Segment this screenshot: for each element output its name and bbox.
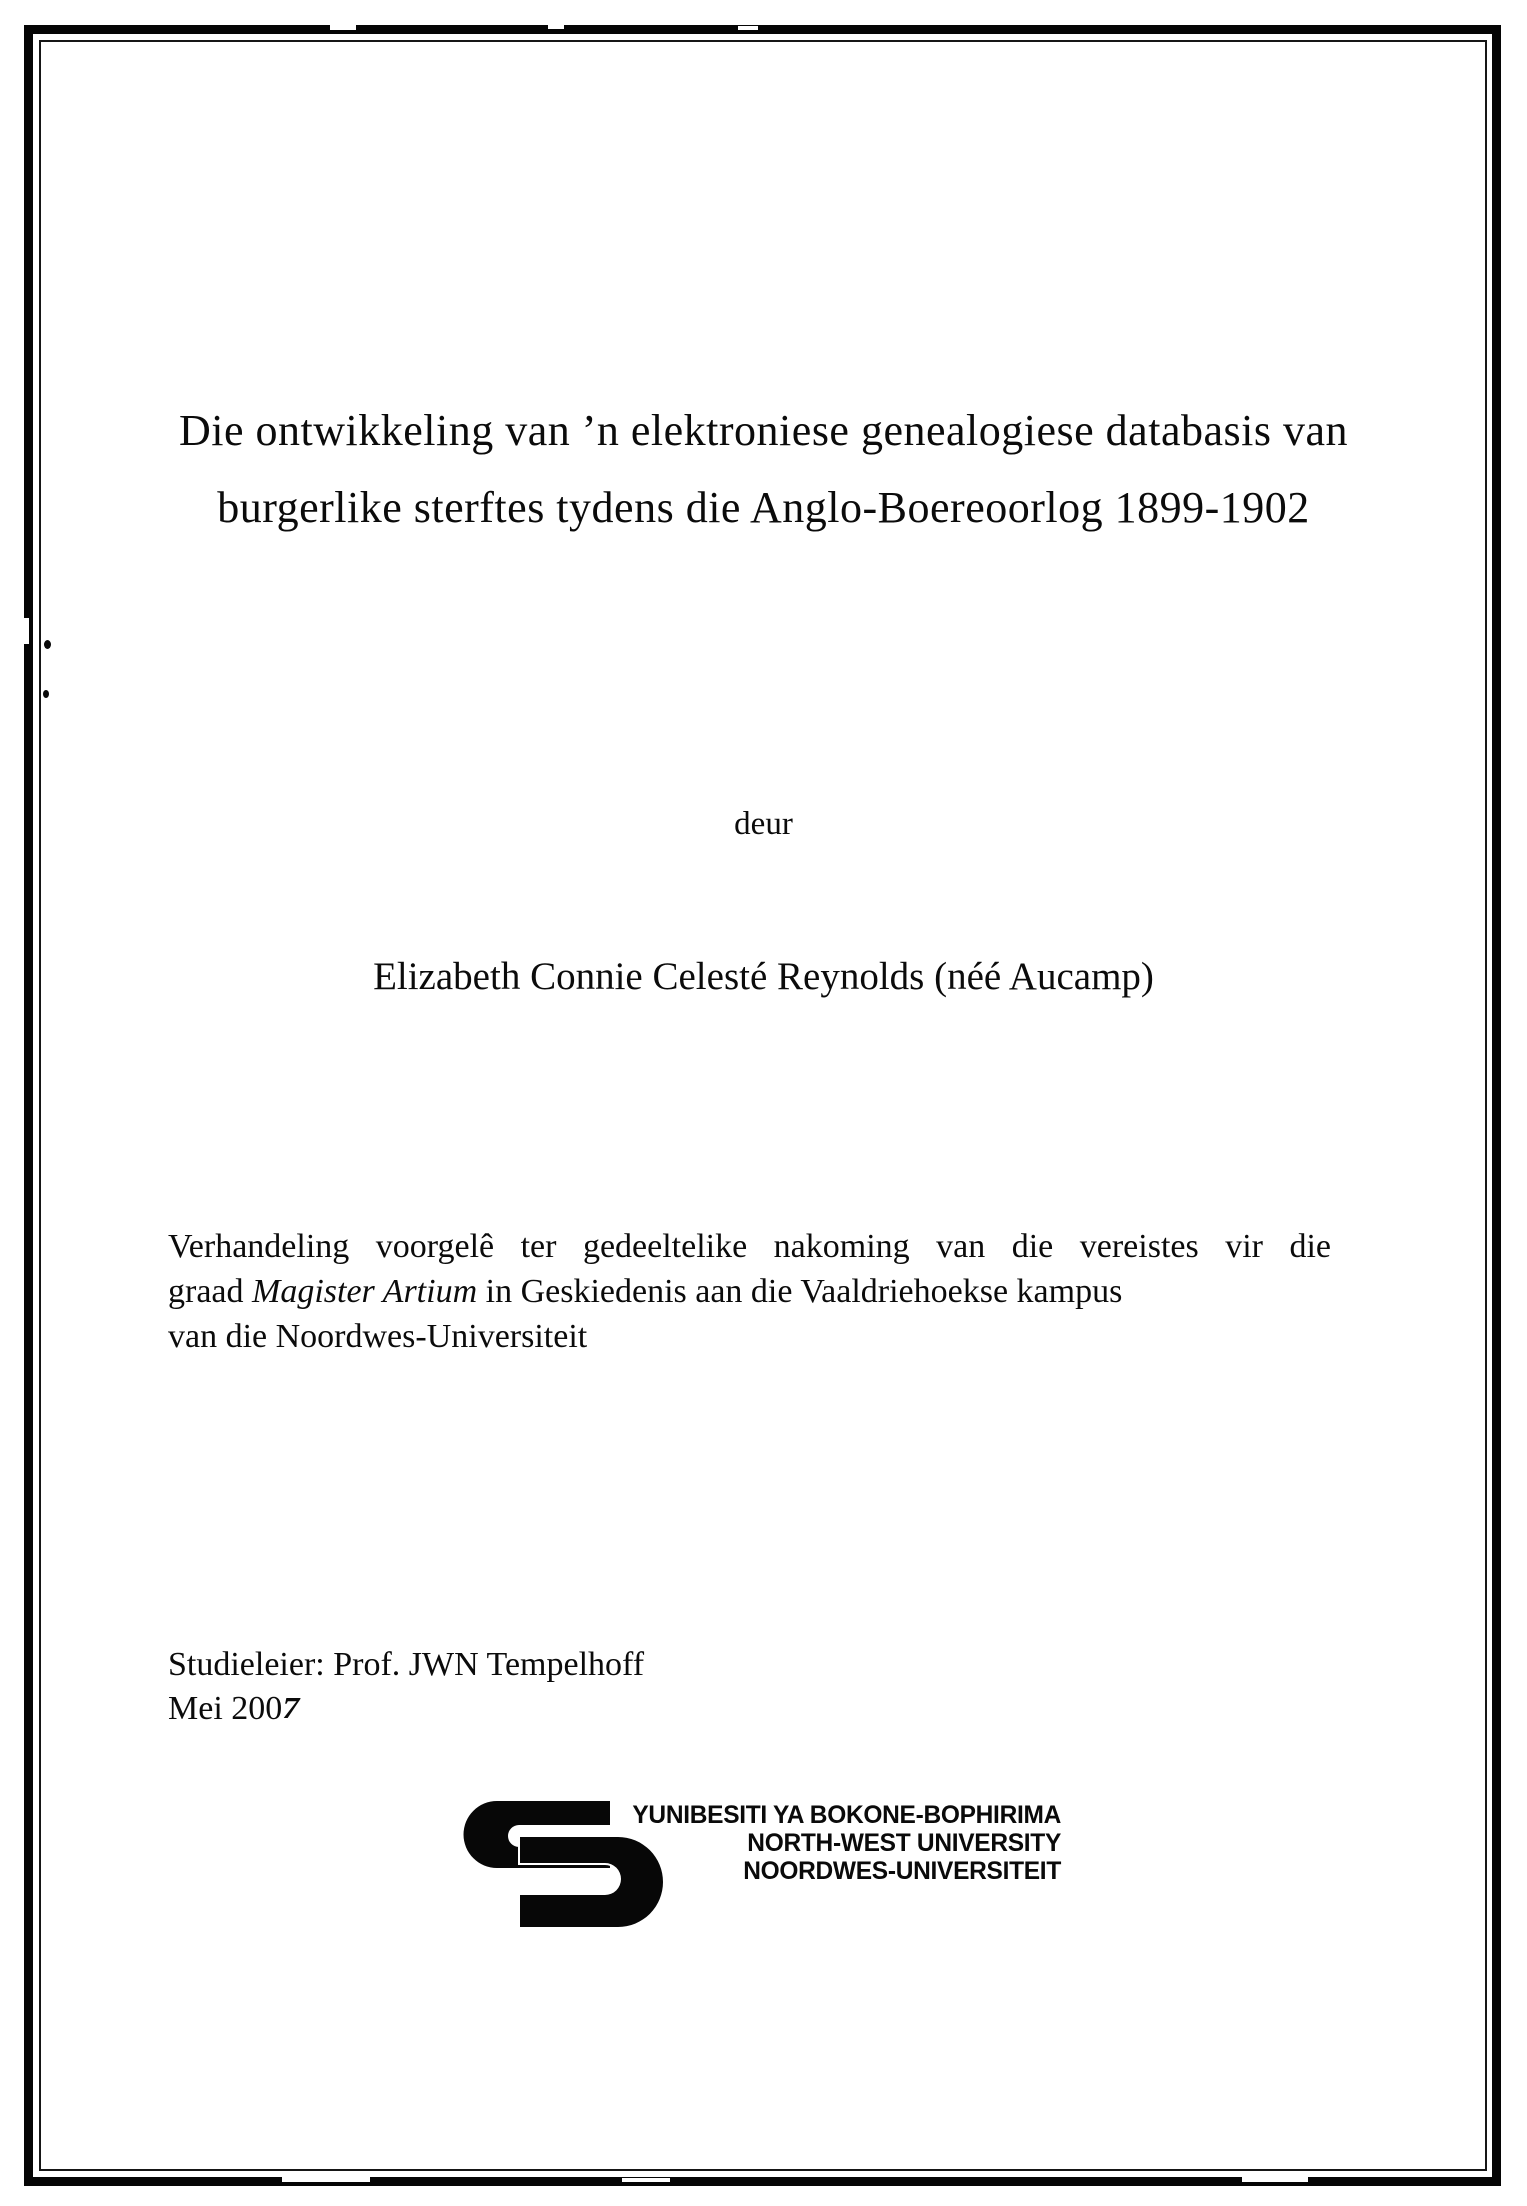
logo-text-line-setswana: YUNIBESITI YA BOKONE-BOPHIRIMA	[632, 1801, 1061, 1829]
logo-text-line-afrikaans: NOORDWES-UNIVERSITEIT	[743, 1857, 1061, 1885]
degree-statement-line2	[168, 1269, 1331, 1314]
scan-notch	[282, 2177, 370, 2182]
degree-statement-line2-prefix: graad	[168, 1273, 253, 1310]
scan-notch	[548, 25, 564, 29]
scan-notch	[622, 2178, 670, 2182]
date-last-digit: 7	[278, 1691, 303, 1726]
scan-notch	[330, 25, 356, 30]
thesis-title-line2: burgerlike sterftes tydens die Anglo-Boereoorlog 1899-1902	[217, 483, 1310, 532]
supervisor-block	[168, 1643, 1331, 1731]
university-logo	[455, 1795, 1065, 1935]
scan-speck	[43, 690, 49, 698]
scan-notch	[738, 26, 758, 30]
degree-statement	[168, 1224, 1331, 1359]
degree-statement-line1: Verhandeling voorgelê ter gedeeltelike nakoming van die vereistes vir die	[168, 1228, 1331, 1265]
thesis-title-line1: Die ontwikkeling van ’n elektroniese genealogiese databasis van	[178, 406, 1348, 455]
date-line	[168, 1687, 1331, 1731]
university-logo-text	[595, 1801, 1061, 1885]
logo-text-line-english: NORTH-WEST UNIVERSITY	[747, 1829, 1061, 1857]
thesis-title	[100, 392, 1427, 546]
author-name: Elizabeth Connie Celesté Reynolds (néé Aucamp)	[373, 955, 1154, 998]
date-prefix: Mei 200	[168, 1690, 283, 1727]
scan-speck	[44, 640, 51, 649]
degree-statement-line3: van die Noordwes-Universiteit	[168, 1318, 588, 1355]
degree-statement-line2-suffix: in Geskiedenis aan die Vaaldriehoekse kampus	[477, 1273, 1123, 1310]
degree-name-italic: Magister Artium	[252, 1273, 478, 1310]
scan-notch	[1242, 2177, 1308, 2182]
supervisor-line: Studieleier: Prof. JWN Tempelhoff	[168, 1646, 645, 1683]
scan-notch	[24, 618, 29, 644]
byline-deur: deur	[734, 806, 793, 842]
